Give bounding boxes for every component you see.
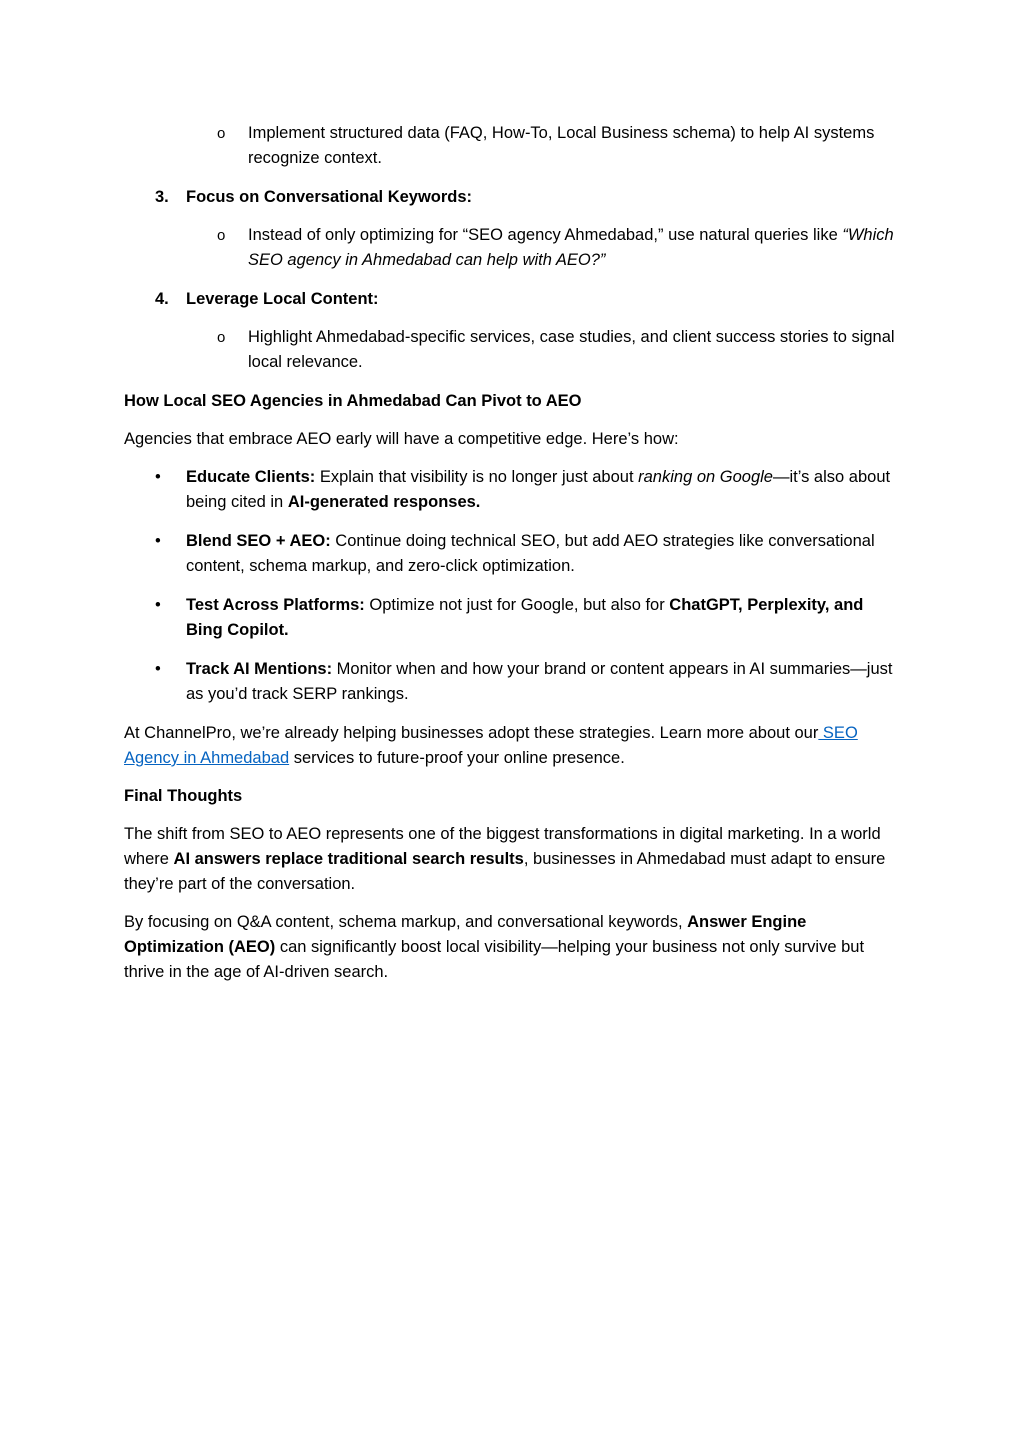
paragraph-strong: Answer Engine Optimization (AEO) xyxy=(124,913,807,956)
paragraph-text: services to future-proof your online presence. xyxy=(289,749,625,767)
final-paragraph-2 xyxy=(124,910,899,985)
step-title: Leverage Local Content: xyxy=(186,290,379,308)
bullet-dot-icon: • xyxy=(155,596,161,614)
bullet-text xyxy=(186,465,899,515)
circle-bullet-icon: o xyxy=(217,125,226,142)
numbered-step-3 xyxy=(124,185,899,210)
bullet-label: Test Across Platforms: xyxy=(186,596,365,614)
circle-bullet-icon: o xyxy=(217,227,226,244)
circle-bullet-icon: o xyxy=(217,329,226,346)
sub-item-structured-data xyxy=(124,121,899,171)
bullet-dot-icon: • xyxy=(155,660,161,678)
section-heading-final xyxy=(124,784,899,809)
step-number: 3. xyxy=(155,188,169,206)
sub-item-text: Implement structured data (FAQ, How-To, Local Business schema) to help AI systems recognize context. xyxy=(248,124,875,167)
sub-item-text xyxy=(248,223,899,273)
channelpro-paragraph xyxy=(124,721,899,771)
bullet-text xyxy=(186,657,899,707)
section-heading-pivot xyxy=(124,389,899,414)
sub-item-local-content xyxy=(124,325,899,375)
bullet-body: Explain that visibility is no longer just about xyxy=(315,468,639,486)
paragraph-text: can significantly boost local visibility—helping your business not only survive but thrive in the age of AI-driven search. xyxy=(124,938,865,981)
final-paragraph-1 xyxy=(124,822,899,897)
bullet-strong: ChatGPT, Perplexity, and Bing Copilot. xyxy=(186,596,864,639)
numbered-step-4 xyxy=(124,287,899,312)
heading-text: How Local SEO Agencies in Ahmedabad Can Pivot to AEO xyxy=(124,392,582,410)
bullet-text xyxy=(186,529,899,579)
heading-text: Final Thoughts xyxy=(124,787,243,805)
bullet-text xyxy=(186,593,899,643)
bullet-strong: AI-generated responses. xyxy=(287,493,481,511)
bullet-track-ai-mentions xyxy=(124,657,899,707)
bullet-label: Track AI Mentions: xyxy=(186,660,333,678)
example-query: “Which SEO agency in Ahmedabad can help with AEO?” xyxy=(248,226,894,269)
bullet-educate-clients xyxy=(124,465,899,515)
bullet-emphasis: ranking on Google xyxy=(638,468,773,486)
bullet-body: —it’s also about being cited in xyxy=(186,468,891,511)
sub-item-text: Highlight Ahmedabad-specific services, case studies, and client success stories to signal local relevance. xyxy=(248,328,895,371)
bullet-dot-icon: • xyxy=(155,468,161,486)
bullet-label: Blend SEO + AEO: xyxy=(186,532,331,550)
sub-item-text-plain: Instead of only optimizing for “SEO agency Ahmedabad,” use natural queries like xyxy=(248,226,843,244)
sub-item-conversational xyxy=(124,223,899,273)
document-body xyxy=(124,121,899,998)
paragraph-text: By focusing on Q&A content, schema markup, and conversational keywords, xyxy=(124,913,688,931)
paragraph-text: , businesses in Ahmedabad must adapt to ensure they’re part of the conversation. xyxy=(124,850,886,893)
seo-agency-link[interactable]: SEO Agency in Ahmedabad xyxy=(124,724,858,767)
bullet-dot-icon: • xyxy=(155,532,161,550)
step-title: Focus on Conversational Keywords: xyxy=(186,188,473,206)
intro-paragraph: Agencies that embrace AEO early will have a competitive edge. Here’s how: xyxy=(124,430,679,448)
bullet-label: Educate Clients: xyxy=(186,468,316,486)
bullet-body: Optimize not just for Google, but also for xyxy=(364,596,670,614)
bullet-body: Monitor when and how your brand or content appears in AI summaries—just as you’d track SERP rankings. xyxy=(186,660,893,703)
bullet-test-platforms xyxy=(124,593,899,643)
bullet-blend-seo-aeo xyxy=(124,529,899,579)
paragraph-text: At ChannelPro, we’re already helping businesses adopt these strategies. Learn more about our xyxy=(124,724,819,742)
paragraph-strong: AI answers replace traditional search results xyxy=(173,850,524,868)
paragraph-text: The shift from SEO to AEO represents one of the biggest transformations in digital marketing. In a world where xyxy=(124,825,881,868)
step-number: 4. xyxy=(155,290,169,308)
bullet-body: Continue doing technical SEO, but add AEO strategies like conversational content, schema markup, and zero-click optimization. xyxy=(186,532,875,575)
